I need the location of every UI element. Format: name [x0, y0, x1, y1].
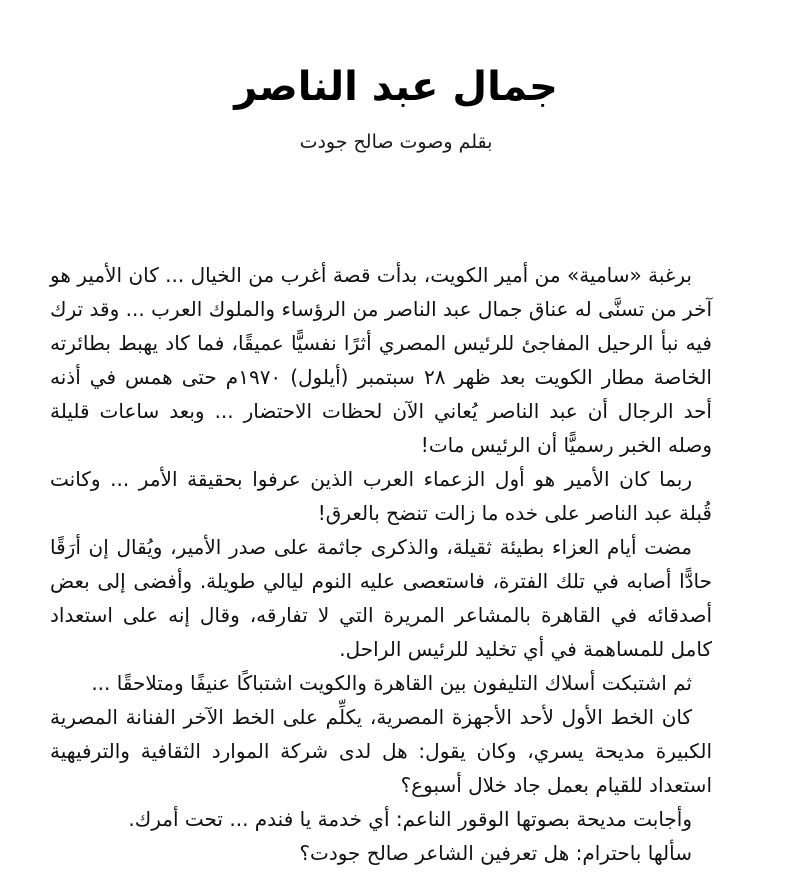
- paragraph: وأجابت مديحة بصوتها الوقور الناعم: أي خدمة يا فندم ... تحت أمرك.: [128, 807, 692, 831]
- paragraph: ربما كان الأمير هو أول الزعماء العرب الذين عرفوا بحقيقة الأمر ... وكانت قُبلة عبد الناصر على خده ما زالت تنضح بالعرق!: [50, 467, 712, 525]
- paragraph: مضت أيام العزاء بطيئة ثقيلة، والذكرى جاثمة على صدر الأمير، ويُقال إن أرَقًا حادًّا أصابه في تلك الفترة، فاستعصى عليه النوم ليالي طويلة. وأفضى إلى بعض أصدقائه في القاهرة بالمشاعر المريرة التي لا تفارقه، وقال إنه على استعداد كامل للمساهمة في أي تخليد للرئيس الراحل.: [50, 535, 712, 661]
- paragraph: كان الخط الأول لأحد الأجهزة المصرية، يكلِّم على الخط الآخر الفنانة المصرية الكبيرة مديحة يسري، وكان يقول: هل لدى شركة الموارد الثقافية والترفيهية استعداد للقيام بعمل جاد خلال أسبوع؟: [50, 705, 712, 797]
- page-title: جمال عبد الناصر: [234, 63, 558, 110]
- byline: بقلم وصوت صالح جودت: [299, 131, 493, 153]
- paragraph: سألها باحترام: هل تعرفين الشاعر صالح جودت؟: [299, 841, 692, 865]
- paragraph: ثم اشتبكت أسلاك التليفون بين القاهرة والكويت اشتباكًا عنيفًا ومتلاحقًا ...: [91, 671, 692, 695]
- article-body: [50, 258, 712, 870]
- paragraph: برغبة «سامية» من أمير الكويت، بدأت قصة أغرب من الخيال ... كان الأمير هو آخر من تسنَّى له عناق جمال عبد الناصر من الرؤساء والملوك العرب ... وقد ترك فيه نبأ الرحيل المفاجئ للرئيس المصري أثرًا نفسيًّا عميقًا، فما كاد يهبط بطائرته الخاصة مطار الكويت بعد ظهر ٢٨ سبتمبر (أيلول) ١٩٧٠م حتى همس في أذنه أحد الرجال أن عبد الناصر يُعاني الآن لحظات الاحتضار ... وبعد ساعات قليلة وصله الخبر رسميًّا أن الرئيس مات!: [50, 263, 712, 457]
